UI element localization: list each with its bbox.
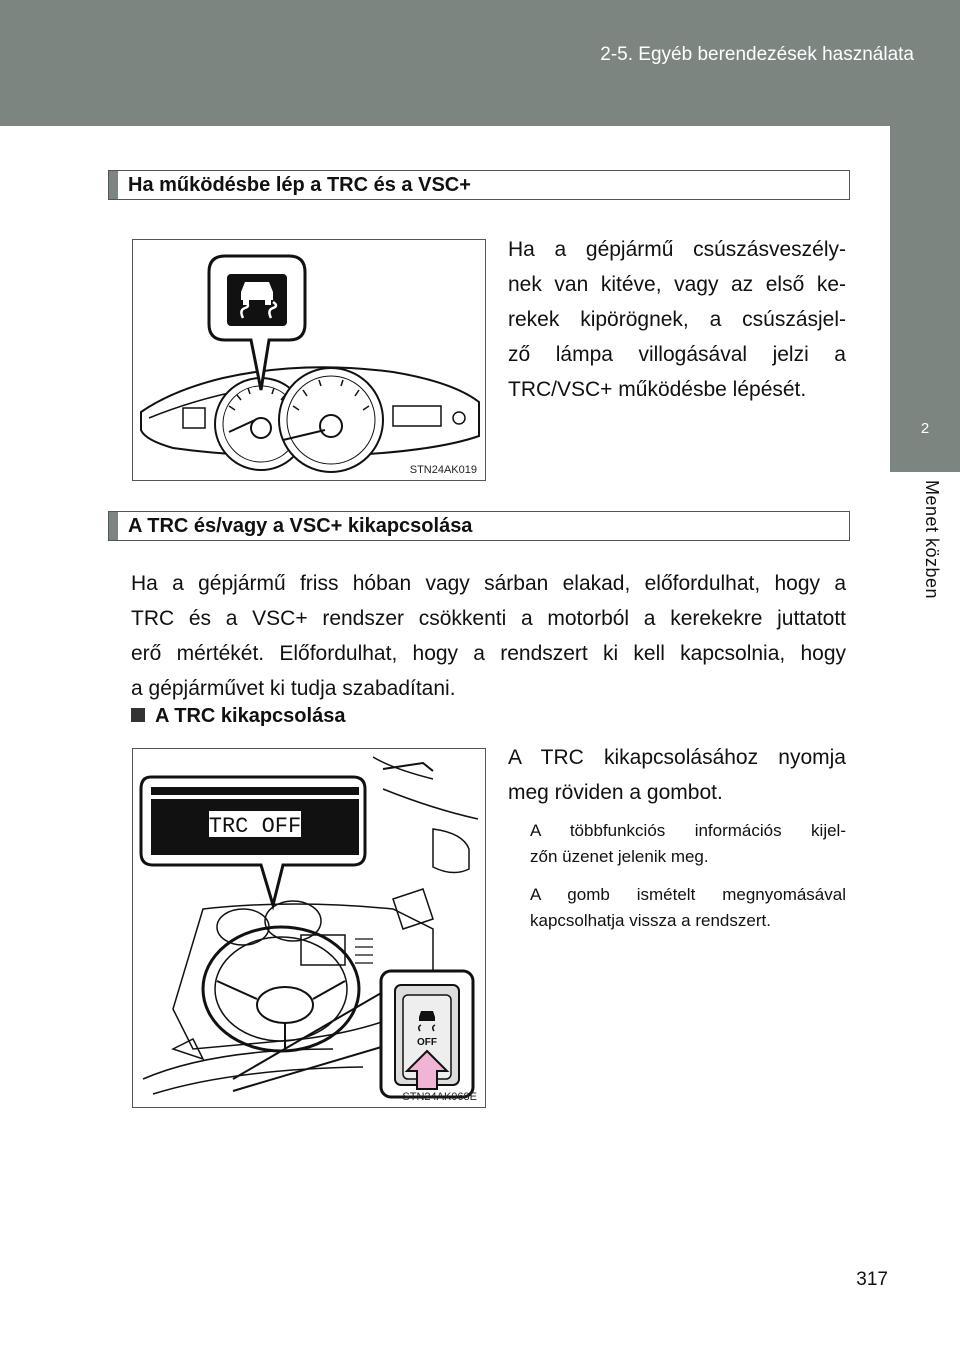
subheading-trc-off [131, 705, 345, 728]
text-line: zőn üzenet jelenik meg. [530, 847, 709, 866]
text-line: TRC és a VSC+ rendszer csökkenti a motorból a kerekekre juttatott [131, 607, 846, 630]
text-line: A TRC kikapcsolásához nyomja [508, 746, 846, 769]
text-line: A gomb ismételt megnyomásával [530, 885, 846, 904]
heading-text: A TRC és/vagy a VSC+ kikapcsolása [128, 515, 473, 537]
figure-code: STN24AK068E [402, 1091, 477, 1103]
figure-dashboard-trc-off [132, 748, 486, 1108]
section1-text [508, 232, 846, 407]
text-line: Ha a gépjármű friss hóban vagy sárban elakad, előfordulhat, hogy a [131, 572, 846, 595]
figure-code: STN24AK019 [409, 464, 477, 476]
note-reenable [530, 882, 846, 934]
text-line: kapcsolhatja vissza a rendszert. [530, 911, 771, 930]
chapter-number: 2 [920, 420, 930, 437]
section2-intro [131, 566, 846, 706]
dashboard-illustration [133, 749, 484, 1106]
text-line: nek van kitéve, vagy az első ke- [508, 273, 846, 296]
section-heading-trc-vsc-off [108, 511, 850, 541]
trc-off-display-text: TRC OFF [208, 814, 302, 839]
section-heading-trc-vsc-active [108, 170, 850, 200]
heading-text: Ha működésbe lép a TRC és a VSC+ [128, 174, 471, 196]
page-number: 317 [856, 1269, 888, 1290]
section-title: 2-5. Egyéb berendezések használata [600, 44, 914, 65]
step-text [508, 740, 846, 810]
button-off-label: OFF [417, 1037, 437, 1048]
text-line: ző lámpa villogásával jelzi a [508, 343, 846, 366]
chapter-label: Menet közben [922, 480, 942, 600]
text-line: meg röviden a gombot. [508, 781, 723, 804]
square-bullet-icon [131, 708, 145, 722]
text-line: erő mértékét. Előfordulhat, hogy a rendszert ki kell kapcsolnia, hogy [131, 642, 846, 665]
text-line: TRC/VSC+ működésbe lépését. [508, 378, 807, 401]
text-line: Ha a gépjármű csúszásveszély- [508, 238, 846, 261]
text-line: rekek kipörögnek, a csúszásjel- [508, 308, 846, 331]
instrument-cluster-illustration [133, 240, 484, 479]
subheading-text: A TRC kikapcsolása [155, 705, 346, 727]
text-line: A többfunkciós információs kijel- [530, 821, 846, 840]
text-line: a gépjárművet ki tudja szabadítani. [131, 677, 456, 700]
note-message-shown [530, 818, 846, 870]
figure-instrument-cluster [132, 239, 486, 481]
